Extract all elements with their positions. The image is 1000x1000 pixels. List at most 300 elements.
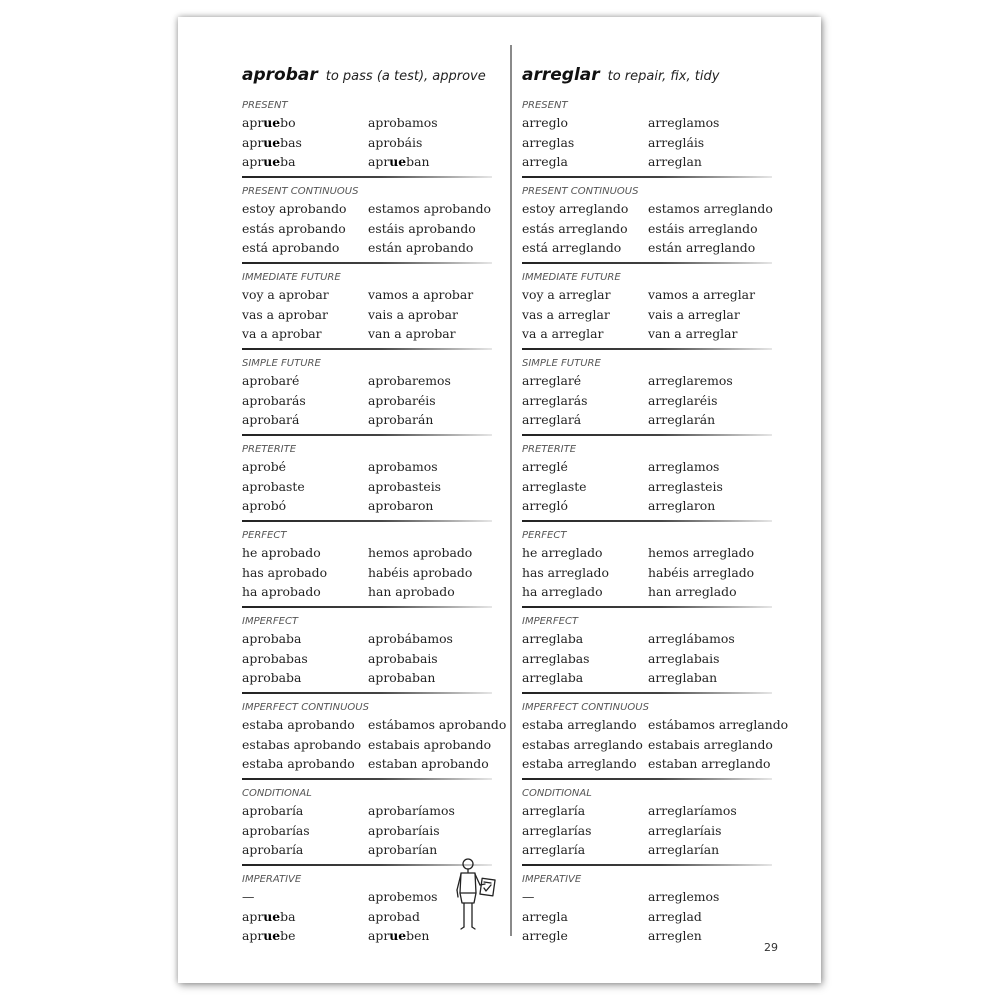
conjugated-form: [522, 926, 648, 946]
conjugated-form: [368, 199, 494, 219]
conjugated-form: [648, 801, 774, 821]
conjugated-form: [242, 840, 368, 860]
conjugated-form: [522, 563, 648, 583]
conjugated-form: [522, 629, 648, 649]
form-segment: estaba arreglando: [522, 756, 637, 771]
tense-title: SIMPLE FUTURE: [242, 358, 321, 369]
conjugated-form: [368, 496, 494, 516]
column-divider: [510, 45, 512, 936]
form-segment: arreglo: [522, 115, 568, 130]
verb-translation: to pass (a test), approve: [325, 69, 486, 84]
conjugated-form: [522, 821, 648, 841]
form-segment: están arreglando: [648, 240, 756, 255]
tense-block: [242, 185, 494, 271]
conjugated-form: [648, 457, 774, 477]
form-segment: va a arreglar: [522, 326, 604, 341]
tense-title: IMPERFECT: [522, 616, 579, 627]
conjugated-form: [522, 801, 648, 821]
form-segment: he arreglado: [522, 545, 603, 560]
form-segment: estaba arreglando: [522, 717, 637, 732]
tense-title: IMPERFECT CONTINUOUS: [242, 702, 369, 713]
conjugated-form: [648, 285, 774, 305]
verb-heading: [242, 65, 494, 89]
form-segment: —: [522, 889, 535, 904]
form-segment: arreglarías: [522, 822, 592, 838]
conjugation-grid: [242, 199, 494, 258]
conjugated-form: [368, 133, 494, 153]
conjugated-form: [648, 324, 774, 344]
conjugated-form: [242, 926, 368, 946]
form-segment: estaban aprobando: [368, 756, 489, 771]
tense-block: [242, 99, 494, 185]
verb-infinitive: arreglar: [522, 65, 600, 85]
section-rule: [242, 606, 492, 608]
form-segment: arregla: [522, 154, 568, 169]
form-segment: habéis aprobado: [368, 564, 473, 580]
form-segment: aprobad: [368, 908, 420, 924]
conjugated-form: [368, 371, 494, 391]
form-segment: apr: [242, 928, 264, 943]
section-rule: [522, 348, 772, 350]
form-segment: estaba aprobando: [242, 717, 355, 732]
tense-title: IMMEDIATE FUTURE: [242, 272, 341, 283]
section-rule: [522, 606, 772, 608]
tense-block: [522, 271, 774, 357]
conjugated-form: [368, 582, 494, 602]
conjugated-form: [522, 152, 648, 172]
form-segment: vas a aprobar: [242, 306, 328, 322]
conjugated-form: [522, 840, 648, 860]
conjugated-form: [242, 391, 368, 411]
conjugated-form: [242, 371, 368, 391]
tense-block: [242, 701, 507, 787]
conjugated-form: [522, 582, 648, 602]
tense-title: PRESENT CONTINUOUS: [242, 186, 359, 197]
section-rule: [242, 778, 492, 780]
conjugation-grid: [522, 457, 774, 516]
conjugated-form: [242, 668, 368, 688]
conjugated-form: [648, 629, 774, 649]
conjugated-form: [522, 477, 648, 497]
stem-change-highlight: ue: [263, 154, 281, 169]
page-number: 29: [764, 941, 778, 954]
section-rule: [522, 692, 772, 694]
tense-title: PRESENT: [242, 100, 288, 111]
form-segment: aprobemos: [368, 889, 438, 904]
form-segment: be: [280, 928, 296, 943]
tense-block: [522, 443, 774, 529]
form-segment: está arreglando: [522, 240, 622, 255]
tense-title: PERFECT: [522, 530, 567, 541]
form-segment: vas a arreglar: [522, 306, 610, 322]
form-segment: arreglamos: [648, 459, 720, 474]
form-segment: han arreglado: [648, 584, 737, 599]
conjugated-form: [368, 410, 494, 430]
tense-title: PRETERITE: [242, 444, 297, 455]
tense-title: PRESENT CONTINUOUS: [522, 186, 639, 197]
tense-title: PRESENT: [522, 100, 568, 111]
stem-change-highlight: ue: [263, 908, 281, 924]
conjugated-form: [368, 391, 494, 411]
conjugated-form: [242, 133, 368, 153]
form-segment: aprobarías: [242, 822, 310, 838]
conjugated-form: [648, 821, 774, 841]
section-rule: [522, 176, 772, 178]
form-segment: aprobaría: [242, 803, 304, 818]
form-segment: arreglaréis: [648, 392, 718, 408]
conjugated-form: [242, 563, 368, 583]
form-segment: hemos aprobado: [368, 545, 473, 560]
conjugated-form: [242, 305, 368, 325]
form-segment: han aprobado: [368, 584, 455, 599]
conjugated-form: [242, 801, 368, 821]
conjugated-form: [648, 907, 774, 927]
form-segment: estabais aprobando: [368, 736, 492, 752]
form-segment: arreglaríamos: [648, 803, 737, 818]
conjugated-form: [242, 238, 368, 258]
conjugated-form: [368, 219, 494, 239]
tense-title: IMMEDIATE FUTURE: [522, 272, 621, 283]
form-segment: arreglaría: [522, 842, 586, 857]
form-segment: estábamos aprobando: [368, 717, 507, 732]
section-rule: [522, 262, 772, 264]
verb-translation: to repair, fix, tidy: [607, 69, 720, 84]
conjugated-form: [242, 152, 368, 172]
form-segment: ha aprobado: [242, 584, 321, 599]
conjugation-grid: [522, 285, 774, 344]
form-segment: está aprobando: [242, 240, 340, 255]
conjugated-form: [648, 668, 774, 688]
form-segment: estoy aprobando: [242, 201, 347, 216]
form-segment: ba: [280, 154, 296, 169]
conjugated-form: [368, 715, 507, 735]
form-segment: aprobaba: [242, 631, 302, 646]
conjugated-form: [648, 496, 774, 516]
conjugated-form: [368, 285, 494, 305]
section-rule: [242, 434, 492, 436]
form-segment: aprobaba: [242, 670, 302, 685]
conjugated-form: [368, 649, 494, 669]
conjugated-form: [368, 668, 494, 688]
verb-infinitive: aprobar: [242, 65, 318, 85]
form-segment: estamos arreglando: [648, 201, 773, 216]
conjugated-form: [648, 887, 774, 907]
form-segment: estáis aprobando: [368, 220, 476, 236]
form-segment: van a aprobar: [368, 326, 456, 341]
tense-title: CONDITIONAL: [242, 788, 312, 799]
form-segment: están aprobando: [368, 240, 474, 255]
conjugated-form: [368, 735, 494, 755]
form-segment: estoy arreglando: [522, 201, 629, 216]
conjugated-form: [648, 735, 774, 755]
form-segment: estábamos arreglando: [648, 717, 789, 732]
tense-block: [522, 357, 774, 443]
tense-list: [522, 99, 789, 959]
section-rule: [242, 520, 492, 522]
conjugated-form: [368, 305, 494, 325]
form-segment: ben: [406, 928, 430, 943]
conjugation-grid: [522, 887, 774, 946]
form-segment: estabas arreglando: [522, 736, 643, 752]
form-segment: aprobaréis: [368, 392, 436, 408]
tense-title: IMPERATIVE: [522, 874, 582, 885]
form-segment: ba: [280, 908, 296, 924]
conjugated-form: [522, 907, 648, 927]
conjugated-form: [648, 410, 774, 430]
conjugated-form: [242, 715, 368, 735]
conjugation-grid: [242, 715, 507, 774]
conjugation-grid: [242, 543, 494, 602]
form-segment: aprobamos: [368, 459, 438, 474]
form-segment: habéis arreglado: [648, 564, 755, 580]
conjugated-form: [522, 133, 648, 153]
tense-block: [242, 357, 494, 443]
form-segment: aprobáis: [368, 134, 423, 150]
section-rule: [242, 262, 492, 264]
conjugated-form: [368, 543, 494, 563]
conjugated-form: [242, 219, 368, 239]
form-segment: ban: [406, 154, 430, 169]
tense-block: [522, 873, 774, 959]
book-page: [178, 17, 821, 983]
conjugated-form: [522, 754, 648, 774]
conjugated-form: [242, 735, 368, 755]
form-segment: arreglaron: [648, 498, 716, 513]
form-segment: hemos arreglado: [648, 545, 755, 560]
form-segment: aprobaría: [242, 842, 304, 857]
conjugated-form: [648, 219, 774, 239]
form-segment: aprobé: [242, 459, 286, 474]
conjugated-form: [522, 285, 648, 305]
tense-title: IMPERFECT CONTINUOUS: [522, 702, 649, 713]
conjugated-form: [648, 152, 774, 172]
form-segment: arreglaste: [522, 478, 587, 494]
conjugated-form: [368, 152, 494, 172]
form-segment: arreglábamos: [648, 631, 735, 646]
form-segment: aprobamos: [368, 115, 438, 130]
conjugation-grid: [522, 543, 774, 602]
form-segment: aprobabas: [242, 650, 308, 666]
conjugated-form: [522, 668, 648, 688]
section-rule: [242, 692, 492, 694]
conjugated-form: [242, 457, 368, 477]
form-segment: arreglasteis: [648, 478, 723, 494]
tense-title: CONDITIONAL: [522, 788, 592, 799]
section-rule: [522, 778, 772, 780]
conjugated-form: [242, 410, 368, 430]
form-segment: arreglaré: [522, 373, 582, 388]
form-segment: arreglarían: [648, 842, 720, 857]
stem-change-highlight: ue: [263, 115, 281, 130]
conjugated-form: [648, 840, 774, 860]
conjugated-form: [242, 754, 368, 774]
form-segment: aprobarán: [368, 412, 434, 427]
form-segment: arreglaba: [522, 631, 584, 646]
section-rule: [242, 176, 492, 178]
conjugated-form: [368, 477, 494, 497]
conjugated-form: [368, 324, 494, 344]
section-rule: [522, 434, 772, 436]
form-segment: estás aprobando: [242, 220, 346, 236]
form-segment: va a aprobar: [242, 326, 322, 341]
tense-list: [242, 99, 507, 959]
stem-change-highlight: ue: [389, 928, 407, 943]
form-segment: aprobó: [242, 498, 287, 513]
conjugated-form: [648, 199, 774, 219]
tense-block: [522, 185, 774, 271]
tense-block: [522, 701, 789, 787]
conjugated-form: [368, 238, 494, 258]
form-segment: aprobasteis: [368, 478, 442, 494]
tense-block: [242, 529, 494, 615]
conjugated-form: [368, 754, 494, 774]
form-segment: apr: [368, 154, 390, 169]
conjugated-form: [368, 563, 494, 583]
form-segment: aprobaremos: [368, 373, 451, 388]
form-segment: van a arreglar: [648, 326, 738, 341]
form-segment: bo: [280, 115, 296, 130]
verb-column-aprobar: [242, 65, 507, 959]
conjugated-form: [648, 133, 774, 153]
form-segment: arreglamos: [648, 115, 720, 130]
conjugated-form: [648, 371, 774, 391]
form-segment: aprobábamos: [368, 631, 453, 646]
conjugated-form: [242, 629, 368, 649]
conjugated-form: [648, 563, 774, 583]
form-segment: aprobaste: [242, 478, 305, 494]
form-segment: ha arreglado: [522, 584, 603, 599]
form-segment: estabas aprobando: [242, 736, 362, 752]
form-segment: vais a arreglar: [648, 306, 740, 322]
tense-block: [242, 615, 494, 701]
conjugated-form: [522, 238, 648, 258]
conjugated-form: [368, 821, 494, 841]
conjugation-grid: [242, 285, 494, 344]
form-segment: aprobarás: [242, 392, 306, 408]
tense-title: IMPERFECT: [242, 616, 299, 627]
tense-title: IMPERATIVE: [242, 874, 302, 885]
tense-block: [522, 615, 774, 701]
conjugated-form: [242, 649, 368, 669]
form-segment: voy a aprobar: [242, 287, 329, 302]
figure-with-checklist-icon: [452, 857, 502, 937]
conjugated-form: [242, 821, 368, 841]
conjugated-form: [242, 477, 368, 497]
conjugated-form: [522, 391, 648, 411]
form-segment: arreglaríais: [648, 822, 722, 838]
conjugated-form: [648, 543, 774, 563]
conjugated-form: [648, 649, 774, 669]
conjugated-form: [648, 754, 774, 774]
verb-column-arreglar: [522, 65, 789, 959]
form-segment: he aprobado: [242, 545, 321, 560]
form-segment: has aprobado: [242, 564, 328, 580]
conjugation-grid: [242, 457, 494, 516]
conjugated-form: [522, 649, 648, 669]
conjugated-form: [522, 305, 648, 325]
form-segment: apr: [242, 908, 264, 924]
conjugated-form: [522, 324, 648, 344]
form-segment: arreglarás: [522, 392, 588, 408]
form-segment: arreglé: [522, 459, 568, 474]
form-segment: arregla: [522, 908, 568, 924]
conjugated-form: [522, 371, 648, 391]
conjugated-form: [648, 477, 774, 497]
tense-title: PERFECT: [242, 530, 287, 541]
form-segment: arreglas: [522, 134, 575, 150]
conjugation-grid: [522, 371, 774, 430]
form-segment: estabais arreglando: [648, 736, 773, 752]
conjugated-form: [368, 629, 494, 649]
form-segment: apr: [242, 134, 264, 150]
conjugated-form: [648, 113, 774, 133]
form-segment: arreglarán: [648, 412, 716, 427]
form-segment: arreglen: [648, 928, 702, 943]
conjugated-form: [648, 238, 774, 258]
conjugated-form: [648, 715, 789, 735]
tense-block: [242, 271, 494, 357]
form-segment: aprobaré: [242, 373, 300, 388]
form-segment: arregláis: [648, 134, 705, 150]
form-segment: arreglaría: [522, 803, 586, 818]
conjugated-form: [522, 199, 648, 219]
tense-block: [522, 99, 774, 185]
conjugated-form: [522, 113, 648, 133]
conjugated-form: [368, 113, 494, 133]
form-segment: estáis arreglando: [648, 220, 758, 236]
form-segment: aprobará: [242, 412, 300, 427]
form-segment: —: [242, 889, 255, 904]
tense-title: SIMPLE FUTURE: [522, 358, 601, 369]
form-segment: arreglad: [648, 908, 702, 924]
form-segment: aprobaban: [368, 670, 436, 685]
stem-change-highlight: ue: [263, 134, 281, 150]
form-segment: apr: [368, 928, 390, 943]
conjugated-form: [522, 715, 648, 735]
conjugated-form: [648, 305, 774, 325]
form-segment: arreglan: [648, 154, 702, 169]
conjugated-form: [242, 543, 368, 563]
conjugated-form: [648, 582, 774, 602]
form-segment: voy a arreglar: [522, 287, 611, 302]
form-segment: arreglabais: [648, 650, 720, 666]
conjugation-grid: [242, 371, 494, 430]
conjugated-form: [242, 113, 368, 133]
conjugated-form: [242, 199, 368, 219]
conjugated-form: [242, 285, 368, 305]
form-segment: arregló: [522, 498, 568, 513]
form-segment: arreglará: [522, 412, 582, 427]
form-segment: has arreglado: [522, 564, 609, 580]
section-rule: [522, 520, 772, 522]
conjugated-form: [522, 457, 648, 477]
form-segment: bas: [280, 134, 302, 150]
conjugated-form: [522, 496, 648, 516]
form-segment: estaba aprobando: [242, 756, 355, 771]
conjugation-grid: [522, 715, 789, 774]
form-segment: arreglemos: [648, 889, 720, 904]
conjugated-form: [522, 410, 648, 430]
section-rule: [242, 348, 492, 350]
conjugated-form: [242, 582, 368, 602]
conjugation-grid: [242, 113, 494, 172]
form-segment: vamos a aprobar: [368, 287, 474, 302]
stem-change-highlight: ue: [263, 928, 281, 943]
form-segment: vais a aprobar: [368, 306, 458, 322]
form-segment: arreglabas: [522, 650, 590, 666]
conjugation-grid: [242, 801, 494, 860]
conjugated-form: [648, 391, 774, 411]
